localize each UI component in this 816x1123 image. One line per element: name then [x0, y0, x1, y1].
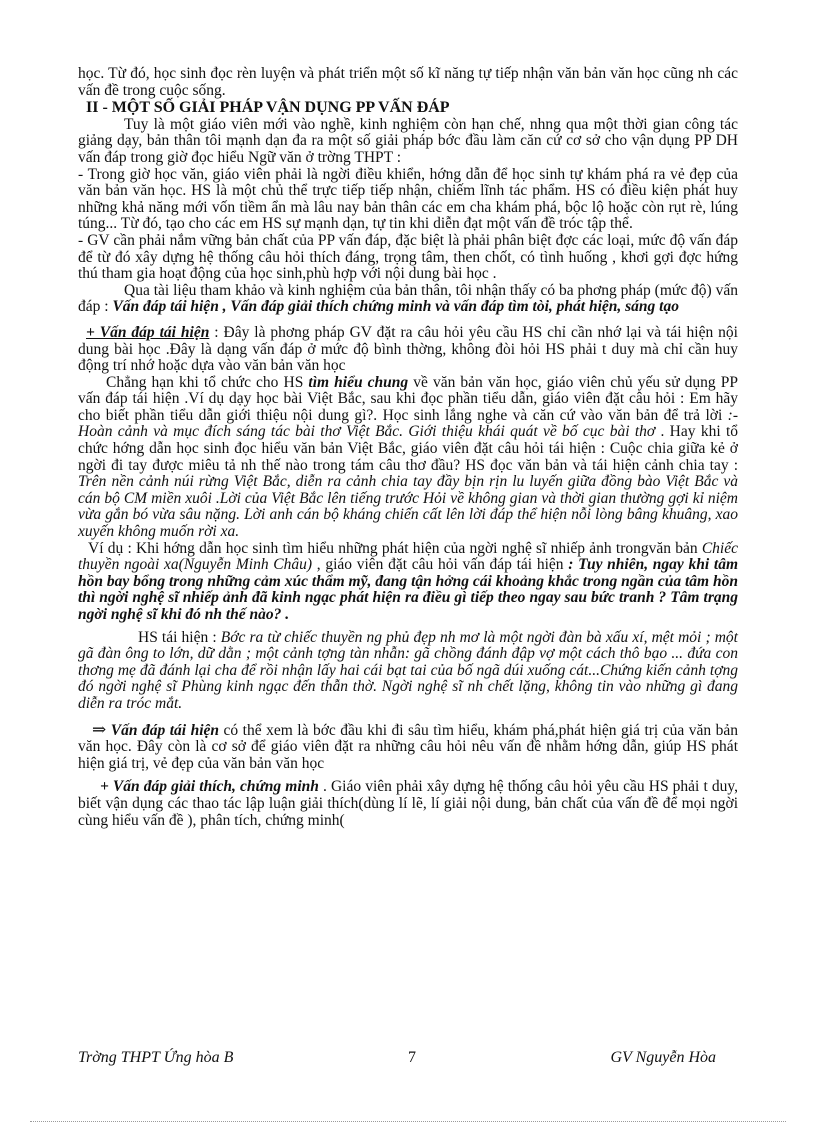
hs-tai-hien-lead: HS tái hiện : [138, 628, 221, 646]
vi-du-question: : Tuy nhiên, ngay khi tâm hồn bay bổng trong những cảm xúc thẩm mỹ, đang tận hởng cái khoảng khắc trong ngần của tâm hồn thì ngời nghệ sĩ nhiếp ảnh đã kinh ngạc phát hiện ra điều gì tiếp theo ngay sau bức tranh ? Tâm trạng ngời nghệ sĩ khi đó nh thế nào? . [78, 556, 738, 623]
vi-du-work-title: Chiếc thuyền ngoài xa(Nguyễn Minh Châu) [78, 539, 738, 574]
footer-page-number: 7 [408, 1049, 416, 1066]
tai-hien-label: + Vấn đáp tái hiện [86, 323, 210, 341]
giai-thich-label: + Vấn đáp giải thích, chứng minh [100, 778, 319, 796]
tai-hien-text: : Đây là phơng pháp GV đặt ra câu hỏi yêu cầu HS chỉ cần nhớ lại và tái hiện nội dung bài học .Đây là dạng vấn đáp ở mức độ bình thờng, không đòi hỏi HS phải t duy mà chỉ cần huy động trí nhớ hoặc dựa vào văn bản văn học [78, 323, 738, 375]
paragraph-dash-1: - Trong giờ học văn, giáo viên phải là ngời điều khiển, hớng dẫn để học sinh tự khám phá ra vẻ đẹp của văn bản văn học. HS là một chủ thể trực tiếp tiếp nhận, chiếm lĩnh tác phẩm. HS có điều kiện phát huy những khả năng mới vốn tiềm ẩn mà lâu nay bản thân các em cha khám phá, bộc lộ hoặc còn rụt rè, lúng túng... Từ đó, tạo cho các em HS sự mạnh dạn, tự tin khi diễn đạt một vấn đề tróc tập thể. [78, 165, 738, 233]
example-emphasis: tìm hiểu chung [308, 373, 409, 391]
section-heading: II - MỘT SỐ GIẢI PHÁP VẬN DỤNG PP VẤN ĐÁP [86, 99, 450, 117]
paragraph-arrow-summary [78, 719, 739, 773]
footer-school: Trờng THPT Ứng hòa B [78, 1049, 234, 1066]
three-methods-list: Vấn đáp tái hiện , Vấn đáp giải thích chứng minh và vấn đáp tìm tòi, phát hiện, sáng tạo [112, 298, 679, 316]
vi-du-lead: Ví dụ : Khi hớng dẫn học sinh tìm hiểu những phát hiện của ngời nghệ sĩ nhiếp ảnh trongvăn bản [88, 539, 702, 557]
vi-du-mid: , giáo viên đặt câu hỏi vấn đáp tái hiện [312, 556, 569, 574]
paragraph-three-methods [78, 283, 738, 316]
hs-tai-hien-answer: Bớc ra từ chiếc thuyền ng phủ đẹp nh mơ là một ngời đàn bà xấu xí, mệt mỏi ; một gã đàn ông to lớn, dữ dằn ; một cảnh tợng tàn nhẫn: gã chồng đánh đập vợ một cách thô bạo ... đứa con thơng mẹ đã đánh lại cha để rồi nhận lấy hai cái bạt tai của bố ngã dúi xuống cát...Chứng kiến cảnh tợng đó ngời nghệ sĩ Phùng kinh ngạc đến thẫn thờ. Ngời nghệ sĩ nh chết lặng, không tin vào những gì đang diễn ra tróc mắt. [78, 628, 738, 712]
example-question: về văn bản văn học, giáo viên chủ yếu sử dụng PP vấn đáp tái hiện .Ví dụ dạy học bài Việt Bắc, sau khi đọc phần tiểu dẫn, giáo viên đặt câu hỏi : Em hãy cho biết phần tiểu dẫn giới thiệu nội dung gì?. Học sinh lắng nghe và căn cứ vào văn bản để trả lời [78, 373, 739, 424]
giai-thich-text: . Giáo viên phải xây dựng hệ thống câu hỏi yêu cầu HS phải t duy, biết vận dụng các thao tác lập luận giải thích(dùng lí lẽ, lí giải nội dung, bản chất của vấn đề để mọi ngời cùng hiểu vấn đề ), phân tích, chứng minh( [78, 778, 738, 829]
paragraph-example-viet-bac [78, 375, 738, 541]
page-footer [78, 1049, 738, 1069]
three-methods-lead: Qua tài liệu tham khảo và kinh nghiệm của bản thân, tôi nhận thấy có ba phơng pháp (mức độ) vấn đáp : [78, 281, 738, 316]
page-bottom-divider [30, 1121, 786, 1122]
paragraph-tai-hien [78, 325, 738, 375]
example-answer-2: Trên nền cảnh núi rừng Việt Bắc, diễn ra cảnh chia tay đầy bịn rịn lu luyến giữa đồng bào Việt Bắc và cán bộ CM miền xuôi .Lời của Việt Bắc lên tiếng trước Hỏi về không gian và thời gian thường gợi kỉ niệm vừa gắn bó vừa sâu nặng. Lời anh cán bộ kháng chiến cất lên lời đáp thể hiện nỗi lòng bâng khuâng, xao xuyến không muốn rời xa. [78, 473, 738, 541]
example-question-2: . Hay khi tổ chức hớng dẫn học sinh đọc hiểu văn bản Việt Bắc, giáo viên đặt câu hỏi tái hiện : Cuộc chia giữa kẻ ở ngời đi tay được miêu tả nh thế nào trong tám câu thơ đầu? HS đọc văn bản và tái hiện cảnh chia tay : [78, 423, 738, 474]
example-lead: Chẳng hạn khi tổ chức cho HS [106, 373, 309, 391]
example-answer: :- Hoàn cảnh và mục đích sáng tác bài thơ Việt Bắc. Giới thiệu khái quát về bố cục bài thơ [78, 406, 738, 441]
arrow-summary-text: có thể xem là bớc đầu khi đi sâu tìm hiểu, khám phá,phát hiện giá trị của văn bản văn học. Đây còn là cơ sở để giáo viên đặt ra những câu hỏi nêu vấn đề nhằm hớng dẫn, giúp HS phát hiện giá trị, vẻ đẹp của văn bản văn học [78, 721, 739, 772]
arrow-summary-label: Vấn đáp tái hiện [110, 721, 220, 739]
right-double-arrow-icon: ⇒ [92, 719, 107, 739]
intro-paragraph: học. Từ đó, học sinh đọc rèn luyện và phát triển một số kĩ năng tự tiếp nhận văn bản văn học cũng nh các vấn đề trong cuộc sống. [78, 65, 738, 99]
document-page [78, 66, 738, 829]
paragraph-tuy: Tuy là một giáo viên mới vào nghề, kinh nghiệm còn hạn chế, nhng qua một thời gian công tác giảng dạy, bản thân tôi mạnh dạn đa ra một số giải pháp bớc đầu làm căn cứ cơ sở cho vận dụng PP DH vấn đáp trong giờ đọc hiểu Ngữ văn ở trờng THPT : [78, 115, 738, 166]
paragraph-vi-du [78, 541, 738, 624]
footer-teacher: GV Nguyễn Hòa [610, 1049, 716, 1066]
paragraph-hs-tai-hien [78, 630, 738, 713]
paragraph-giai-thich [78, 779, 738, 829]
paragraph-dash-2: - GV cần phải nắm vững bản chất của PP vấn đáp, đặc biệt là phải phân biệt đợc các loại, mức độ vấn đáp để từ đó xây dựng hệ thống câu hỏi thích đáng, trọng tâm, then chốt, có tình huống , khơi gợi đợc hứng thú tham gia hoạt động của học sinh,phù hợp với nội dung bài học . [78, 231, 738, 283]
